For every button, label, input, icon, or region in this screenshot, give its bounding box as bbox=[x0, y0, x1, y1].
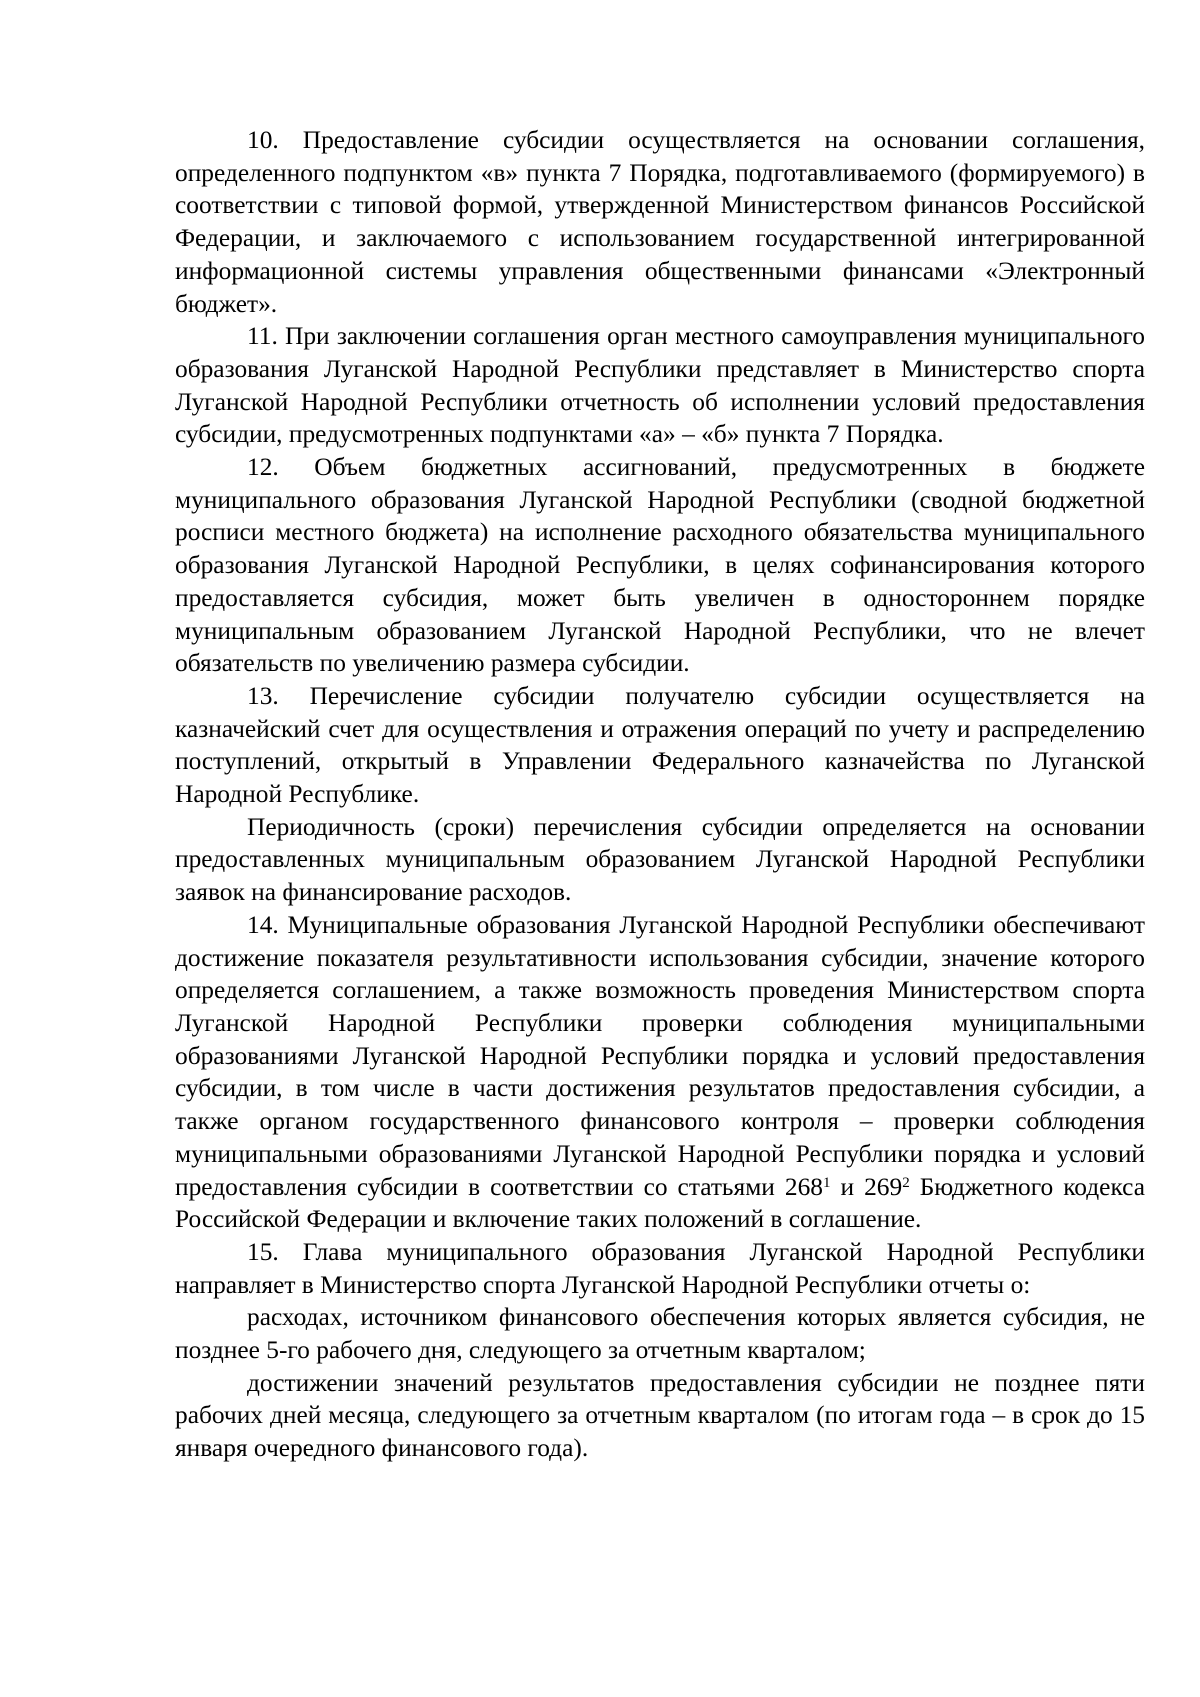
paragraph-13-periodicity: Периодичность (сроки) перечисления субсидии определяется на основании предоставленных муниципальным образованием Луганской Народной Республики заявок на финансирование расходов. bbox=[175, 812, 1145, 907]
paragraph-15-expenses: расходах, источником финансового обеспечения которых является субсидия, не позднее 5-го рабочего дня, следующего за отчетным кварталом; bbox=[175, 1303, 1145, 1365]
paragraph-15-results: достижении значений результатов предоставления субсидии не позднее пяти рабочих дней месяца, следующего за отчетным кварталом (по итогам года – в срок до 15 января очередного финансового года). bbox=[175, 1368, 1145, 1463]
document-page bbox=[175, 124, 1145, 1465]
paragraph-14-text-middle: и 269 bbox=[830, 1172, 903, 1201]
paragraph-14 bbox=[175, 909, 1145, 1236]
article-269-superscript: 2 bbox=[902, 1174, 910, 1191]
paragraph-10: 10. Предоставление субсидии осуществляется на основании соглашения, определенного подпунктом «в» пункта 7 Порядка, подготавливаемого (формируемого) в соответствии с типовой формой, утвержденной Министерством финансов Российской Федерации, и заключаемого с использованием государственной интегрированной информационной системы управления общественными финансами «Электронный бюджет». bbox=[175, 126, 1145, 318]
paragraph-12: 12. Объем бюджетных ассигнований, предусмотренных в бюджете муниципального образования Луганской Народной Республики (сводной бюджетной росписи местного бюджета) на исполнение расходного обязательства муниципального образования Луганской Народной Республики, в целях софинансирования которого предоставляется субсидия, может быть увеличен в одностороннем порядке муниципальным образованием Луганской Народной Республики, что не влечет обязательств по увеличению размера субсидии. bbox=[175, 453, 1145, 678]
paragraph-14-text-after: Бюджетного кодекса Российской Федерации и включение таких положений в соглашение. bbox=[175, 1172, 1145, 1234]
paragraph-14-text-before: 14. Муниципальные образования Луганской Народной Республики обеспечивают достижение показателя результативности использования субсидии, значение которого определяется соглашением, а также возможность проведения Министерством спорта Луганской Народной Республики проверки соблюдения муниципальными образованиями Луганской Народной Республики порядка и условий предоставления субсидии, в том числе в части достижения результатов предоставления субсидии, а также органом государственного финансового контроля – проверки соблюдения муниципальными образованиями Луганской Народной Республики порядка и условий предоставления субсидии в соответствии со статьями 268 bbox=[175, 910, 1145, 1201]
paragraph-13: 13. Перечисление субсидии получателю субсидии осуществляется на казначейский счет для осуществления и отражения операций по учету и распределению поступлений, открытый в Управлении Федерального казначейства по Луганской Народной Республике. bbox=[175, 681, 1145, 809]
article-268-superscript: 1 bbox=[822, 1174, 831, 1191]
paragraph-11: 11. При заключении соглашения орган местного самоуправления муниципального образования Луганской Народной Республики представляет в Министерство спорта Луганской Народной Республики отчетность об исполнении условий предоставления субсидии, предусмотренных подпунктами «а» – «б» пункта 7 Порядка. bbox=[175, 322, 1145, 449]
paragraph-15: 15. Глава муниципального образования Луганской Народной Республики направляет в Министерство спорта Луганской Народной Республики отчеты о: bbox=[175, 1237, 1145, 1299]
